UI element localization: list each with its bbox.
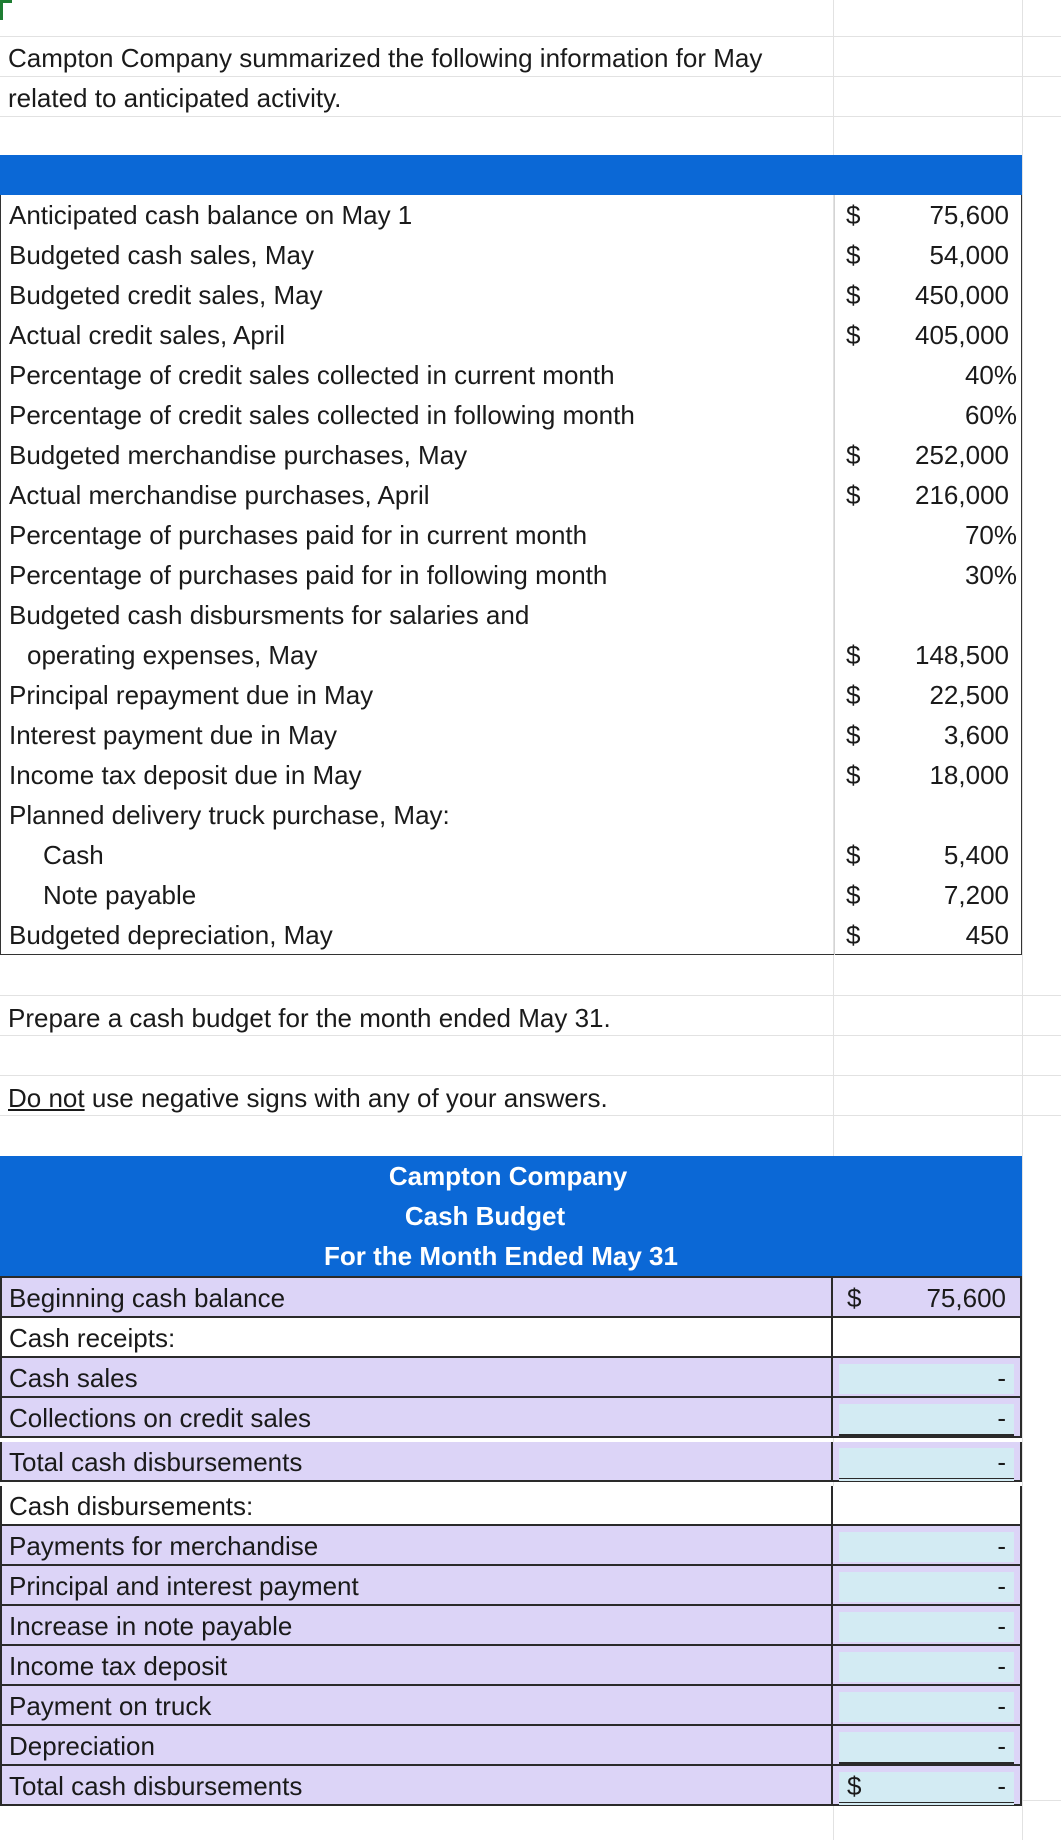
company-name: Campton Company [388, 1161, 628, 1191]
budget-amount-cell [833, 1278, 1022, 1318]
info-row-value: 60% [964, 400, 1017, 430]
do-not-text: Do not [8, 1083, 85, 1113]
info-row-value: 405,000 [915, 320, 1009, 350]
info-row-value: 252,000 [915, 440, 1009, 470]
budget-row [0, 1442, 1022, 1482]
budget-row-label: Income tax deposit [0, 1646, 833, 1686]
budget-row-label: Increase in note payable [0, 1606, 833, 1646]
budget-row [0, 1398, 1022, 1438]
info-row-label: Budgeted cash disbursments for salaries and [9, 600, 530, 630]
info-row-value: 22,500 [929, 680, 1009, 710]
info-row-label: Interest payment due in May [9, 720, 338, 750]
info-row-label: Budgeted credit sales, May [9, 280, 323, 310]
budget-row-label: Beginning cash balance [0, 1278, 833, 1318]
info-row [1, 515, 1023, 555]
info-row [1, 355, 1023, 395]
budget-row-label: Depreciation [0, 1726, 833, 1766]
budget-row [0, 1646, 1022, 1686]
gridline [0, 995, 1061, 996]
instruction-prepare: Prepare a cash budget for the month ended May 31. [8, 1003, 611, 1033]
info-row [1, 915, 1023, 955]
dollar-sign: $ [846, 680, 861, 710]
info-row-value: 40% [964, 360, 1017, 390]
budget-row-label: Total cash disbursements [0, 1766, 833, 1806]
budget-amount-cell[interactable] [833, 1566, 1022, 1606]
budget-amount-cell[interactable] [833, 1766, 1022, 1806]
info-row-label: Percentage of credit sales collected in current month [9, 360, 615, 390]
dollar-sign: $ [846, 840, 861, 870]
budget-row [0, 1486, 1022, 1526]
budget-period: For the Month Ended May 31 [324, 1241, 678, 1271]
instruction-negative-signs [8, 1078, 608, 1118]
budget-title: Cash Budget [404, 1201, 566, 1231]
empty-answer-dash: - [997, 1611, 1006, 1641]
empty-answer-dash: - [997, 1731, 1006, 1761]
info-row-label: Actual merchandise purchases, April [9, 480, 430, 510]
info-table-header [0, 155, 1022, 195]
info-row [1, 755, 1023, 795]
info-row-label: Percentage of credit sales collected in following month [9, 400, 635, 430]
info-row [1, 315, 1023, 355]
dollar-sign: $ [846, 440, 861, 470]
budget-row [0, 1526, 1022, 1566]
budget-amount-cell[interactable] [833, 1646, 1022, 1686]
intro-line: Campton Company summarized the following information for May [8, 43, 763, 73]
info-row [1, 435, 1023, 475]
info-row [1, 235, 1023, 275]
empty-answer-dash: - [997, 1771, 1006, 1801]
budget-row-label: Payment on truck [0, 1686, 833, 1726]
budget-amount-cell[interactable] [833, 1606, 1022, 1646]
dollar-sign: $ [846, 760, 861, 790]
info-row-value: 18,000 [929, 760, 1009, 790]
cash-budget-header [0, 1156, 1022, 1276]
budget-amount-cell[interactable] [833, 1358, 1022, 1398]
budget-row [0, 1318, 1022, 1358]
budget-row-value: 75,600 [926, 1283, 1006, 1313]
dollar-sign: $ [846, 640, 861, 670]
budget-amount-cell [833, 1318, 1022, 1358]
budget-row-label: Cash disbursements: [0, 1486, 833, 1526]
dollar-sign: $ [846, 480, 861, 510]
budget-row [0, 1358, 1022, 1398]
answer-input-field[interactable] [839, 1612, 1014, 1642]
info-row [1, 555, 1023, 595]
intro-line: related to anticipated activity. [8, 83, 342, 113]
answer-input-field[interactable] [839, 1364, 1014, 1394]
info-row-label: Percentage of purchases paid for in following month [9, 560, 608, 590]
info-row [1, 675, 1023, 715]
budget-row-label: Cash sales [0, 1358, 833, 1398]
budget-row [0, 1766, 1022, 1806]
dollar-sign: $ [846, 720, 861, 750]
dollar-sign: $ [846, 280, 861, 310]
empty-answer-dash: - [997, 1447, 1006, 1477]
gridline [0, 36, 1061, 37]
info-row-label: operating expenses, May [27, 640, 318, 670]
info-row-label: Income tax deposit due in May [9, 760, 362, 790]
budget-row [0, 1606, 1022, 1646]
answer-input-field[interactable] [839, 1404, 1014, 1436]
info-row-value: 148,500 [915, 640, 1009, 670]
empty-answer-dash: - [997, 1531, 1006, 1561]
answer-input-field[interactable] [839, 1732, 1014, 1764]
budget-amount-cell[interactable] [833, 1442, 1022, 1482]
budget-row-label: Collections on credit sales [0, 1398, 833, 1438]
empty-answer-dash: - [997, 1651, 1006, 1681]
empty-answer-dash: - [997, 1571, 1006, 1601]
info-row [1, 635, 1023, 675]
info-row-label: Note payable [43, 880, 197, 910]
instruction-rest: use negative signs with any of your answers. [84, 1083, 608, 1113]
info-row-label: Budgeted merchandise purchases, May [9, 440, 468, 470]
active-cell-marker [0, 0, 12, 3]
gridline [0, 1075, 1061, 1076]
answer-input-field[interactable] [839, 1692, 1014, 1722]
active-cell-marker [0, 0, 3, 20]
info-table [0, 195, 1022, 955]
budget-amount-cell[interactable] [833, 1398, 1022, 1438]
info-row [1, 275, 1023, 315]
budget-amount-cell[interactable] [833, 1686, 1022, 1726]
budget-row-label: Cash receipts: [0, 1318, 833, 1358]
info-row-label: Percentage of purchases paid for in current month [9, 520, 588, 550]
info-row [1, 795, 1023, 835]
info-row-value: 54,000 [929, 240, 1009, 270]
answer-input-field[interactable] [839, 1448, 1014, 1482]
info-row-value: 5,400 [943, 840, 1009, 870]
dollar-sign: $ [846, 320, 861, 350]
empty-answer-dash: - [997, 1363, 1006, 1393]
info-row-value: 450 [965, 920, 1009, 950]
answer-input-field[interactable] [839, 1652, 1014, 1682]
empty-answer-dash: - [997, 1403, 1006, 1433]
info-row-value: 3,600 [943, 720, 1009, 750]
budget-amount-cell[interactable] [833, 1526, 1022, 1566]
info-row-value: 450,000 [915, 280, 1009, 310]
info-row-value: 70% [964, 520, 1017, 550]
dollar-sign: $ [847, 1283, 862, 1313]
budget-row [0, 1278, 1022, 1318]
info-row-label: Actual credit sales, April [9, 320, 286, 350]
budget-row [0, 1566, 1022, 1606]
budget-row-label: Payments for merchandise [0, 1526, 833, 1566]
answer-input-field[interactable] [839, 1532, 1014, 1562]
answer-input-field[interactable] [839, 1772, 1014, 1806]
info-row-value: 7,200 [943, 880, 1009, 910]
info-row [1, 595, 1023, 635]
dollar-sign: $ [847, 1771, 862, 1801]
answer-input-field[interactable] [839, 1572, 1014, 1602]
dollar-sign: $ [846, 920, 861, 950]
budget-row-label: Total cash disbursements [0, 1442, 833, 1482]
info-row [1, 395, 1023, 435]
info-row [1, 715, 1023, 755]
dollar-sign: $ [846, 240, 861, 270]
empty-answer-dash: - [997, 1691, 1006, 1721]
info-row-label: Cash [43, 840, 104, 870]
budget-amount-cell[interactable] [833, 1726, 1022, 1766]
info-row [1, 195, 1023, 235]
info-row-value: 75,600 [929, 200, 1009, 230]
info-row-value: 216,000 [915, 480, 1009, 510]
info-row-label: Anticipated cash balance on May 1 [9, 200, 413, 230]
info-row [1, 475, 1023, 515]
budget-amount-cell [833, 1486, 1022, 1526]
info-row-label: Budgeted cash sales, May [9, 240, 314, 270]
dollar-sign: $ [846, 200, 861, 230]
info-row-label: Budgeted depreciation, May [9, 920, 333, 950]
intro-text [8, 38, 808, 118]
dollar-sign: $ [846, 880, 861, 910]
info-row-label: Principal repayment due in May [9, 680, 374, 710]
info-row [1, 835, 1023, 875]
info-row [1, 875, 1023, 915]
info-row-label: Planned delivery truck purchase, May: [9, 800, 450, 830]
budget-row [0, 1726, 1022, 1766]
info-row-value: 30% [964, 560, 1017, 590]
budget-row [0, 1686, 1022, 1726]
budget-row-label: Principal and interest payment [0, 1566, 833, 1606]
